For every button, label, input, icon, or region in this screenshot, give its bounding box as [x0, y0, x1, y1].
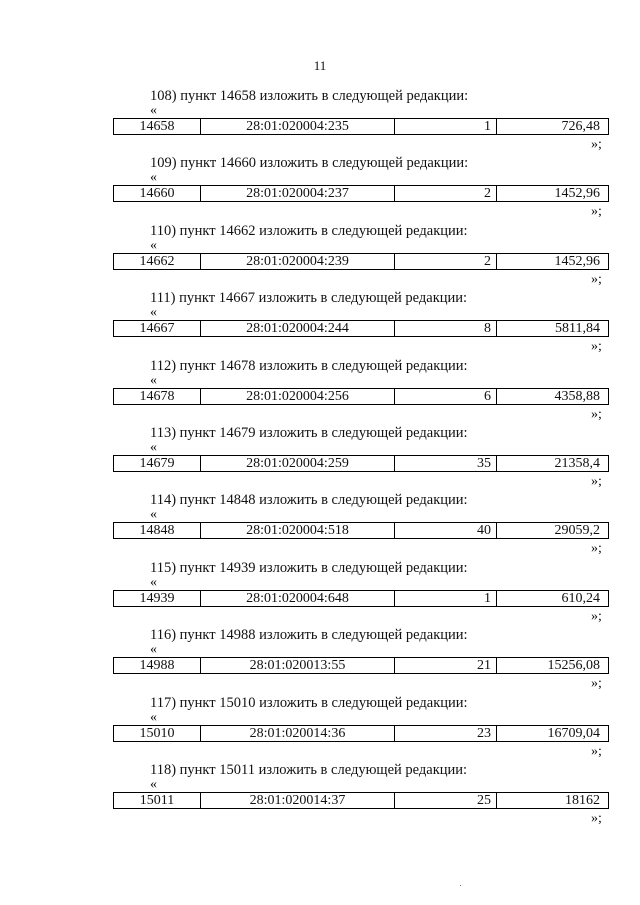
cadastral-number-cell: 28:01:020004:259 [201, 456, 395, 471]
quantity-cell: 21 [395, 658, 497, 673]
item-number-cell: 14939 [114, 591, 201, 606]
value-cell: 21358,4 [554, 456, 600, 471]
table-row [113, 590, 609, 607]
opening-quote: « [150, 777, 157, 792]
cadastral-number-cell: 28:01:020004:256 [201, 389, 395, 404]
amendment-heading: 116) пункт 14988 изложить в следующей редакции: [150, 627, 468, 644]
amendment-heading: 113) пункт 14679 изложить в следующей редакции: [150, 425, 468, 441]
opening-quote: « [150, 170, 157, 186]
item-number-cell: 14679 [114, 456, 201, 471]
opening-quote: « [150, 305, 157, 321]
closing-quote: »; [591, 204, 602, 220]
table-row [113, 522, 609, 539]
amendment-heading: 110) пункт 14662 изложить в следующей редакции: [150, 222, 468, 239]
value-cell: 29059,2 [554, 523, 600, 539]
amendment-item [0, 154, 640, 221]
cadastral-number-cell: 28:01:020004:239 [201, 254, 395, 269]
quantity-cell: 2 [395, 186, 497, 201]
value-cell: 18162 [565, 793, 600, 808]
value-cell: 726,48 [561, 119, 600, 134]
table-row [113, 118, 609, 135]
opening-quote: « [150, 440, 157, 455]
table-row [113, 253, 609, 270]
opening-quote: « [150, 574, 157, 590]
amendment-heading: 111) пункт 14667 изложить в следующей редакции: [150, 290, 468, 307]
cadastral-number-cell: 28:01:020004:244 [201, 321, 395, 336]
value-cell: 1452,96 [554, 253, 600, 269]
item-number-cell: 14988 [114, 658, 201, 673]
amendment-item [0, 222, 640, 289]
quantity-cell: 35 [395, 456, 497, 471]
item-number-cell: 14678 [114, 389, 201, 404]
cadastral-number-cell: 28:01:020004:518 [201, 523, 395, 538]
item-number-cell: 14660 [114, 186, 201, 201]
quantity-cell: 1 [395, 591, 497, 606]
table-row [113, 185, 609, 202]
cadastral-number-cell: 28:01:020013:55 [201, 658, 395, 673]
opening-quote: « [150, 103, 157, 118]
table-row [113, 792, 609, 809]
quantity-cell: 8 [395, 321, 497, 336]
amendment-heading: 117) пункт 15010 изложить в следующей редакции: [150, 694, 468, 711]
amendment-item [0, 761, 640, 828]
value-cell: 610,24 [561, 590, 600, 606]
amendment-heading: 115) пункт 14939 изложить в следующей редакции: [150, 559, 468, 576]
closing-quote: »; [591, 608, 602, 624]
amendment-item [0, 491, 640, 558]
amendment-item [0, 559, 640, 626]
amendment-heading: 114) пункт 14848 изложить в следующей редакции: [150, 492, 468, 509]
amendment-item [0, 424, 640, 491]
opening-quote: « [150, 642, 157, 658]
quantity-cell: 40 [395, 523, 497, 538]
opening-quote: « [150, 372, 157, 388]
closing-quote: »; [591, 406, 602, 422]
value-cell: 5811,84 [555, 321, 600, 337]
page-number: 11 [313, 58, 327, 73]
scan-speck [460, 885, 461, 886]
closing-quote: »; [591, 743, 602, 759]
closing-quote: »; [591, 811, 602, 826]
closing-quote: »; [591, 474, 602, 489]
amendment-heading: 109) пункт 14660 изложить в следующей редакции: [150, 155, 469, 172]
cadastral-number-cell: 28:01:020004:235 [201, 119, 395, 134]
value-cell: 15256,08 [547, 658, 600, 674]
opening-quote: « [150, 709, 157, 725]
item-number-cell: 14667 [114, 321, 201, 336]
cadastral-number-cell: 28:01:020014:36 [201, 726, 395, 741]
item-number-cell: 14658 [114, 119, 201, 134]
closing-quote: »; [591, 271, 602, 287]
amendment-item [0, 87, 640, 154]
quantity-cell: 23 [395, 726, 497, 741]
amendment-heading: 112) пункт 14678 изложить в следующей редакции: [150, 357, 468, 374]
amendment-heading: 118) пункт 15011 изложить в следующей редакции: [150, 762, 468, 778]
cadastral-number-cell: 28:01:020004:237 [201, 186, 395, 201]
cadastral-number-cell: 28:01:020014:37 [201, 793, 395, 808]
closing-quote: »; [591, 137, 602, 152]
opening-quote: « [150, 507, 157, 523]
amendment-heading: 108) пункт 14658 изложить в следующей редакции: [150, 88, 469, 104]
table-row [113, 320, 609, 337]
item-number-cell: 15011 [114, 793, 201, 808]
value-cell: 4358,88 [554, 388, 600, 404]
closing-quote: »; [591, 676, 602, 692]
closing-quote: »; [591, 541, 602, 557]
item-number-cell: 14662 [114, 254, 201, 269]
amendment-item [0, 694, 640, 761]
table-row [113, 388, 609, 405]
quantity-cell: 6 [395, 389, 497, 404]
value-cell: 1452,96 [554, 186, 600, 202]
quantity-cell: 1 [395, 119, 497, 134]
table-row [113, 657, 609, 674]
closing-quote: »; [591, 339, 602, 355]
item-number-cell: 14848 [114, 523, 201, 538]
quantity-cell: 25 [395, 793, 497, 808]
table-row [113, 725, 609, 742]
amendment-item [0, 289, 640, 356]
cadastral-number-cell: 28:01:020004:648 [201, 591, 395, 606]
value-cell: 16709,04 [547, 725, 600, 741]
amendment-item [0, 357, 640, 424]
item-number-cell: 15010 [114, 726, 201, 741]
table-row [113, 455, 609, 472]
amendment-item [0, 626, 640, 693]
quantity-cell: 2 [395, 254, 497, 269]
opening-quote: « [150, 237, 157, 253]
